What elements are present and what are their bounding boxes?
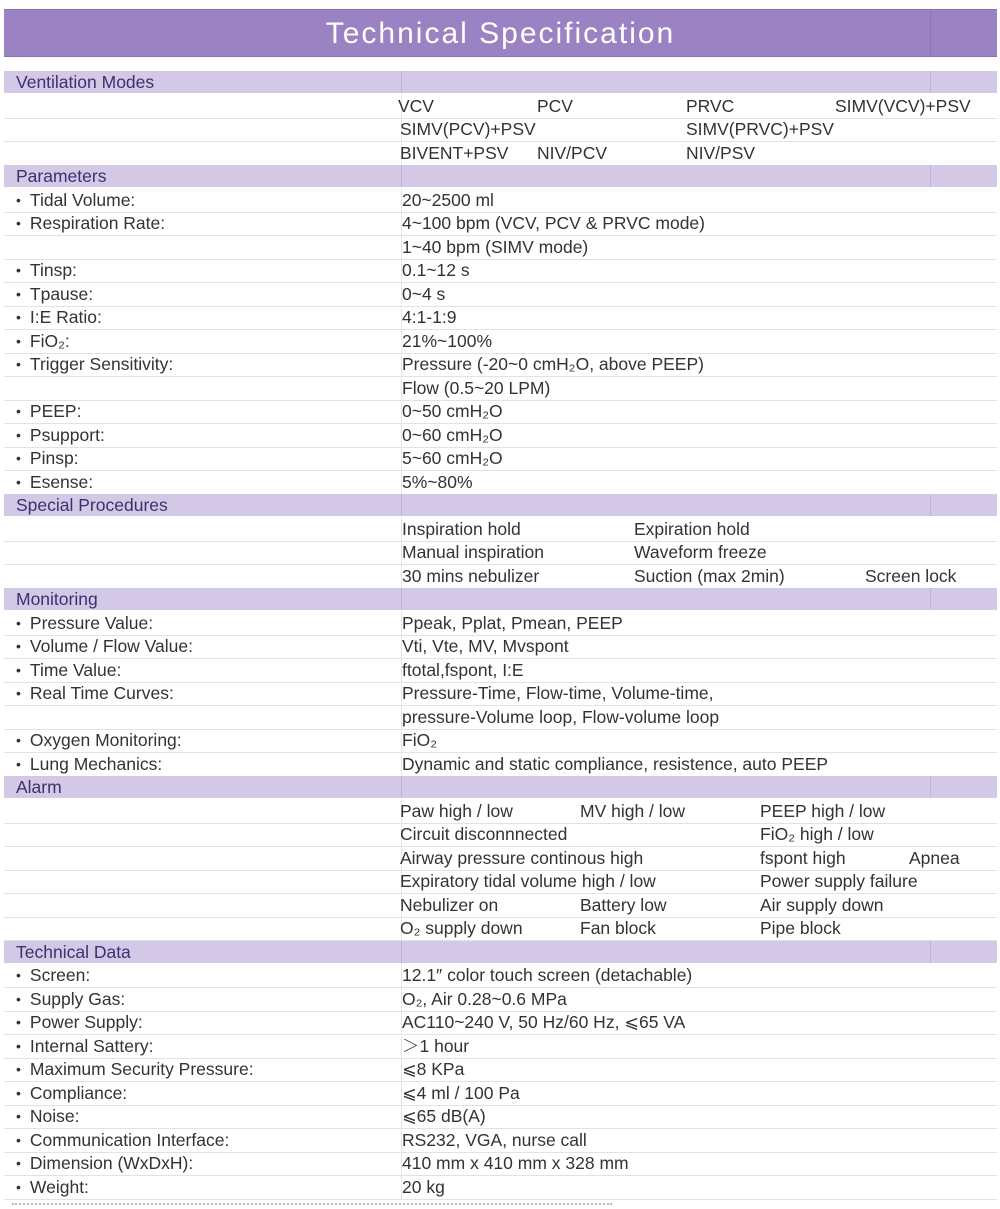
column-divider: [401, 165, 402, 187]
spec-label: [16, 1082, 127, 1106]
column-divider: [930, 165, 931, 187]
spec-label: [16, 1152, 193, 1176]
spec-label: [16, 988, 125, 1012]
spec-label: [16, 447, 79, 471]
bullet-icon: •: [16, 1014, 21, 1030]
bullet-icon: •: [16, 473, 21, 490]
spec-row: [4, 283, 997, 307]
section-title: Monitoring: [16, 589, 98, 609]
spec-label-text: Psupport:: [29, 424, 105, 445]
spec-row: [4, 377, 997, 401]
spec-row: [4, 236, 997, 260]
spec-label-text: Tpause:: [29, 283, 94, 304]
spec-value: Paw high / low: [400, 800, 513, 821]
spec-value: Expiration hold: [634, 518, 750, 539]
spec-label: [16, 1058, 254, 1082]
spec-value: SIMV(PCV)+PSV: [400, 119, 536, 139]
spec-value: 5%~80%: [402, 471, 473, 492]
spec-row: [4, 753, 997, 777]
spec-label: [16, 424, 105, 448]
spec-label-text: PEEP:: [29, 401, 82, 421]
spec-label: [16, 353, 173, 377]
spec-value: 0.1~12 s: [402, 260, 470, 280]
spec-value: SIMV(VCV)+PSV: [835, 95, 971, 116]
spec-value: 0~60 cmH₂O: [402, 424, 503, 445]
spec-value: SIMV(PRVC)+PSV: [686, 119, 834, 139]
spec-row: [4, 1058, 997, 1082]
column-divider: [930, 776, 931, 798]
spec-label-text: Volume / Flow Value:: [29, 636, 193, 656]
spec-label: [16, 753, 162, 777]
section-title: Ventilation Modes: [16, 72, 155, 92]
spec-row: [4, 964, 997, 988]
column-divider: [401, 71, 402, 93]
spec-label-text: Dimension (WxDxH):: [29, 1153, 194, 1173]
bullet-icon: •: [16, 614, 21, 631]
spec-label-text: Esense:: [29, 471, 94, 492]
spec-value: Flow (0.5~20 LPM): [402, 377, 551, 398]
spec-label-text: Pinsp:: [29, 448, 79, 468]
spec-value: Apnea: [909, 847, 960, 868]
bullet-icon: •: [16, 215, 21, 231]
spec-label: [16, 259, 77, 283]
spec-value: 20 kg: [402, 1176, 445, 1197]
spec-value: O₂ supply down: [400, 918, 523, 938]
spec-row: [4, 1105, 997, 1129]
spec-row: [4, 870, 997, 894]
bullet-icon: •: [16, 450, 21, 466]
bullet-icon: •: [16, 403, 21, 419]
spec-row: [4, 659, 997, 683]
bullet-icon: •: [16, 332, 21, 349]
bullet-icon: •: [16, 1108, 21, 1124]
spec-row: [4, 424, 997, 448]
spec-value: Battery low: [580, 894, 667, 915]
spec-row: [4, 212, 997, 236]
spec-row: [4, 1082, 997, 1106]
spec-value: O₂, Air 0.28~0.6 MPa: [402, 988, 567, 1009]
spec-row: [4, 823, 997, 847]
section-header: [4, 71, 997, 93]
spec-label: [16, 1105, 80, 1129]
spec-row: [4, 635, 997, 659]
spec-row: [4, 447, 997, 471]
bullet-icon: •: [16, 1155, 21, 1171]
spec-row: [4, 518, 997, 542]
spec-label: [16, 400, 81, 424]
spec-label-text: Pressure Value:: [29, 612, 154, 633]
spec-row: [4, 988, 997, 1012]
spec-label: [16, 635, 193, 659]
spec-value: 4:1-1:9: [402, 307, 457, 327]
spec-value: 5~60 cmH₂O: [402, 448, 503, 468]
column-divider: [930, 71, 931, 93]
spec-row: [4, 847, 997, 871]
spec-value: fspont high: [760, 847, 846, 868]
spec-value: NIV/PSV: [686, 142, 756, 163]
spec-row: [4, 189, 997, 213]
spec-label: [16, 283, 93, 307]
spec-label-text: Oxygen Monitoring:: [29, 730, 182, 750]
bullet-icon: •: [16, 191, 21, 208]
spec-value: ⩽65 dB(A): [402, 1106, 486, 1126]
spec-row: [4, 1176, 997, 1200]
spec-value: 21%~100%: [402, 330, 493, 351]
spec-label: [16, 1176, 89, 1200]
spec-label-text: Time Value:: [29, 659, 122, 680]
spec-row: [4, 800, 997, 824]
spec-value: ftotal,fspont, I:E: [402, 659, 524, 680]
spec-value: Suction (max 2min): [634, 565, 785, 586]
spec-label-text: Tinsp:: [29, 260, 77, 280]
spec-value: 1~40 bpm (SIMV mode): [402, 236, 589, 257]
spec-label: [16, 330, 70, 354]
spec-label-text: Noise:: [29, 1106, 80, 1126]
spec-label: [16, 1035, 153, 1059]
spec-label-text: Supply Gas:: [29, 988, 126, 1009]
spec-value: FiO₂ high / low: [760, 824, 874, 844]
spec-value: Expiratory tidal volume high / low: [400, 871, 656, 891]
spec-value: ⩽4 ml / 100 Pa: [402, 1082, 520, 1103]
spec-value: PEEP high / low: [760, 800, 886, 821]
spec-label-text: Maximum Security Pressure:: [29, 1059, 254, 1079]
spec-value: Nebulizer on: [400, 894, 499, 915]
spec-value: Air supply down: [760, 894, 884, 915]
spec-value: Fan block: [580, 918, 656, 938]
footnote-rule: [12, 1203, 612, 1209]
bullet-icon: •: [16, 732, 21, 748]
spec-row: [4, 95, 997, 119]
bullet-icon: •: [16, 285, 21, 302]
spec-label: [16, 659, 121, 683]
column-divider: [930, 588, 931, 610]
section-header: [4, 588, 997, 610]
bullet-icon: •: [16, 638, 21, 654]
spec-label-text: Weight:: [29, 1176, 89, 1197]
spec-row: [4, 565, 997, 589]
bullet-icon: •: [16, 1061, 21, 1077]
spec-value: Screen lock: [865, 565, 957, 586]
spec-label-text: Respiration Rate:: [29, 213, 166, 233]
spec-row: [4, 1152, 997, 1176]
section-title: Special Procedures: [16, 495, 168, 515]
spec-row: [4, 894, 997, 918]
column-divider: [401, 588, 402, 610]
spec-row: [4, 118, 997, 142]
bullet-icon: •: [16, 356, 21, 372]
spec-value: MV high / low: [580, 800, 686, 821]
spec-row: [4, 682, 997, 706]
spec-value: FiO₂: [402, 730, 437, 750]
spec-value: Manual inspiration: [402, 542, 545, 562]
bullet-icon: •: [16, 1084, 21, 1101]
spec-row: [4, 706, 997, 730]
spec-label: [16, 612, 153, 636]
spec-row: [4, 1035, 997, 1059]
spec-value: PRVC: [686, 95, 735, 116]
column-divider: [401, 941, 402, 963]
column-divider: [401, 494, 402, 516]
section-title: Alarm: [16, 777, 62, 797]
bullet-icon: •: [16, 309, 21, 325]
spec-row: [4, 1129, 997, 1153]
spec-label: [16, 471, 93, 495]
spec-value: ＞1 hour: [402, 1035, 470, 1056]
spec-value: Ppeak, Pplat, Pmean, PEEP: [402, 612, 623, 633]
spec-value: Vti, Vte, MV, Mvspont: [402, 636, 569, 656]
spec-label: [16, 729, 182, 753]
spec-value: 0~50 cmH₂O: [402, 401, 503, 421]
spec-label-text: FiO₂:: [29, 330, 70, 351]
spec-row: [4, 612, 997, 636]
spec-value: Circuit disconnnected: [400, 824, 568, 844]
spec-value: Pipe block: [760, 918, 841, 938]
spec-value: 30 mins nebulizer: [402, 565, 540, 586]
bullet-icon: •: [16, 661, 21, 678]
column-divider: [930, 494, 931, 516]
spec-row: [4, 729, 997, 753]
spec-value: Waveform freeze: [634, 542, 767, 562]
section-title: Technical Data: [16, 941, 131, 962]
spec-label: [16, 306, 102, 330]
spec-label: [16, 964, 90, 988]
spec-value: 4~100 bpm (VCV, PCV & PRVC mode): [402, 213, 705, 233]
bullet-icon: •: [16, 262, 21, 278]
spec-value: Pressure-Time, Flow-time, Volume-time,: [402, 683, 714, 703]
bullet-icon: •: [16, 990, 21, 1007]
section-title: Parameters: [16, 166, 107, 186]
spec-value: AC110~240 V, 50 Hz/60 Hz, ⩽65 VA: [402, 1012, 686, 1032]
spec-label: [16, 1129, 229, 1153]
spec-label-text: Screen:: [29, 965, 91, 985]
spec-label-text: Compliance:: [29, 1082, 128, 1103]
spec-label-text: Power Supply:: [29, 1012, 143, 1032]
bullet-icon: •: [16, 1178, 21, 1195]
column-divider: [401, 776, 402, 798]
bullet-icon: •: [16, 1131, 21, 1148]
spec-label-text: Communication Interface:: [29, 1129, 230, 1150]
spec-label-text: Lung Mechanics:: [29, 753, 163, 774]
section-header: [4, 165, 997, 187]
spec-row: [4, 259, 997, 283]
bullet-icon: •: [16, 1037, 21, 1054]
spec-value: 12.1″ color touch screen (detachable): [402, 965, 693, 985]
spec-label: [16, 189, 135, 213]
spec-label-text: Trigger Sensitivity:: [29, 354, 174, 374]
spec-value: Airway pressure continous high: [400, 847, 644, 868]
spec-row: [4, 306, 997, 330]
bullet-icon: •: [16, 755, 21, 772]
spec-row: [4, 400, 997, 424]
column-divider: [930, 941, 931, 963]
spec-row: [4, 330, 997, 354]
section-header: [4, 941, 997, 963]
section-header: [4, 494, 997, 516]
spec-row: [4, 1011, 997, 1035]
bullet-icon: •: [16, 685, 21, 701]
spec-value: Inspiration hold: [402, 518, 521, 539]
spec-label-text: I:E Ratio:: [29, 307, 102, 327]
spec-value: Power supply failure: [760, 871, 918, 891]
bullet-icon: •: [16, 426, 21, 443]
spec-row: [4, 471, 997, 495]
spec-value: 20~2500 ml: [402, 189, 494, 210]
spec-row: [4, 917, 997, 941]
spec-value: pressure-Volume loop, Flow-volume loop: [402, 706, 720, 727]
spec-value: NIV/PCV: [537, 142, 608, 163]
spec-label: [16, 1011, 143, 1035]
spec-row: [4, 541, 997, 565]
spec-label-text: Internal Sattery:: [29, 1035, 154, 1056]
spec-value: 0~4 s: [402, 283, 446, 304]
spec-label-text: Tidal Volume:: [29, 189, 136, 210]
spec-row: [4, 353, 997, 377]
spec-value: BIVENT+PSV: [400, 142, 509, 163]
page-title: Technical Specification: [325, 17, 676, 50]
spec-label: [16, 212, 165, 236]
section-header: [4, 776, 997, 798]
spec-value: 410 mm x 410 mm x 328 mm: [402, 1153, 629, 1173]
spec-value: VCV: [398, 95, 434, 116]
spec-value: RS232, VGA, nurse call: [402, 1129, 587, 1150]
spec-label: [16, 682, 174, 706]
spec-value: Dynamic and static compliance, resistence, auto PEEP: [402, 753, 829, 774]
spec-value: PCV: [537, 95, 573, 116]
bullet-icon: •: [16, 967, 21, 983]
spec-value: Pressure (-20~0 cmH₂O, above PEEP): [402, 354, 704, 374]
spec-label-text: Real Time Curves:: [29, 683, 174, 703]
spec-value: ⩽8 KPa: [402, 1059, 465, 1079]
spec-row: [4, 142, 997, 166]
title-banner: [4, 9, 997, 57]
